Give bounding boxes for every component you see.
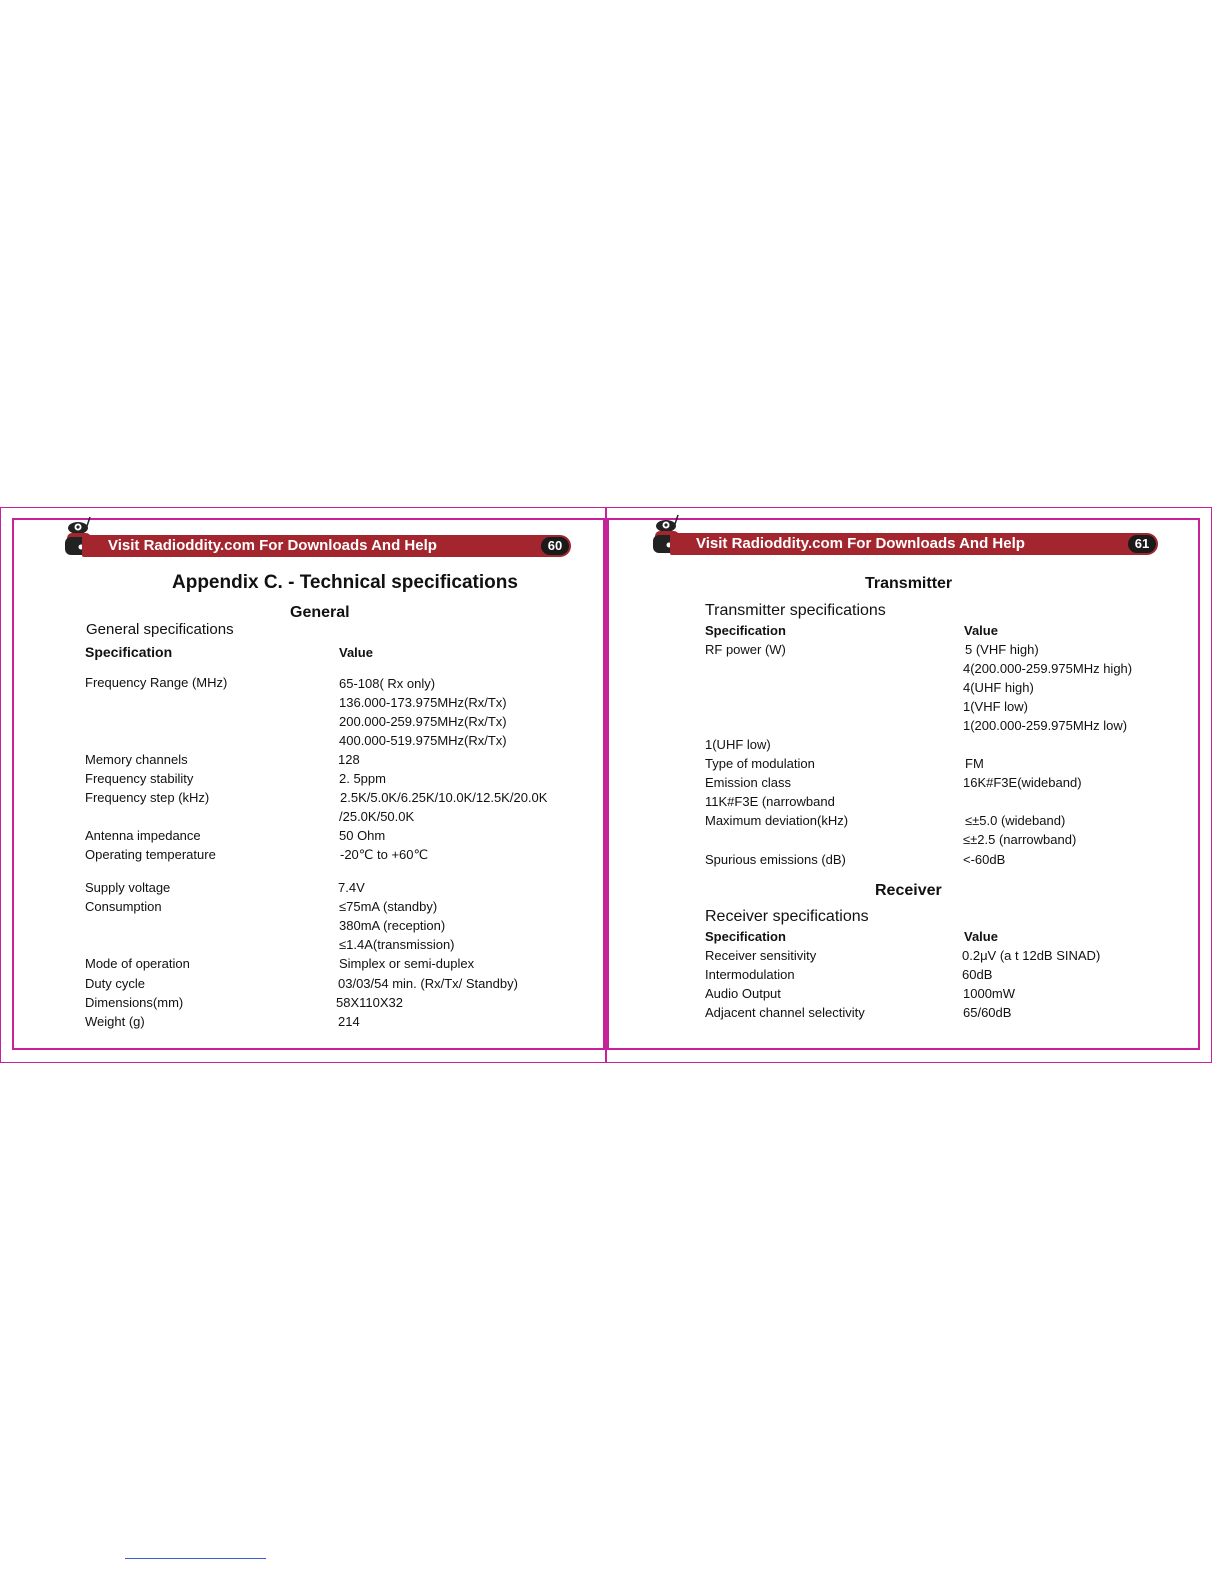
spec-value: <-60dB bbox=[963, 852, 1006, 867]
col-spec-header: Specification bbox=[85, 644, 173, 660]
spec-label: Spurious emissions (dB) bbox=[705, 852, 846, 867]
spec-label: Supply voltage bbox=[85, 880, 171, 895]
transmitter-specifications-heading: Transmitter specifications bbox=[705, 602, 886, 619]
spec-value: 50 Ohm bbox=[339, 828, 386, 843]
spec-value: Simplex or semi-duplex bbox=[339, 956, 475, 971]
banner-text: Visit Radioddity.com For Downloads And Help bbox=[670, 533, 1158, 555]
spec-value: -20℃ to +60℃ bbox=[340, 847, 429, 862]
spec-label: Adjacent channel selectivity bbox=[705, 1005, 865, 1020]
page-divider bbox=[605, 507, 607, 1063]
page-number: 60 bbox=[541, 537, 569, 555]
section-general: General bbox=[290, 604, 350, 621]
col-value-header: Value bbox=[339, 645, 373, 660]
spec-label: Frequency stability bbox=[85, 771, 194, 786]
spec-value: 5 (VHF high) bbox=[965, 642, 1039, 657]
spec-label: Dimensions(mm) bbox=[85, 995, 184, 1010]
spec-value: ≤75mA (standby) bbox=[339, 899, 438, 914]
spec-value: 4(UHF high) bbox=[963, 680, 1034, 695]
spec-value: 2. 5ppm bbox=[339, 771, 386, 786]
spec-label: Frequency Range (MHz) bbox=[85, 675, 228, 690]
spec-value: 58X110X32 bbox=[336, 995, 403, 1010]
spec-label: Memory channels bbox=[85, 752, 188, 767]
spec-value: 7.4V bbox=[338, 880, 365, 895]
receiver-specifications-heading: Receiver specifications bbox=[705, 908, 869, 925]
spec-label: Mode of operation bbox=[85, 956, 190, 971]
spec-value: 200.000-259.975MHz(Rx/Tx) bbox=[339, 714, 507, 729]
spec-label: Intermodulation bbox=[705, 967, 795, 982]
spec-label: Operating temperature bbox=[85, 847, 216, 862]
spec-label: Consumption bbox=[85, 899, 162, 914]
spec-value: 0.2μV (a t 12dB SINAD) bbox=[962, 948, 1101, 963]
spec-value: ≤±5.0 (wideband) bbox=[965, 813, 1066, 828]
spec-value: 1000mW bbox=[963, 986, 1016, 1001]
col-spec-header: Specification bbox=[705, 623, 786, 638]
spec-label: Emission class bbox=[705, 775, 791, 790]
col-value-header: Value bbox=[964, 929, 998, 944]
spec-value: 128 bbox=[338, 752, 360, 767]
spec-value: /25.0K/50.0K bbox=[339, 809, 415, 824]
appendix-title: Appendix C. - Technical specifications bbox=[172, 572, 518, 593]
spec-value: ≤±2.5 (narrowband) bbox=[963, 832, 1077, 847]
spec-label: Maximum deviation(kHz) bbox=[705, 813, 849, 828]
spec-value: 16K#F3E(wideband) bbox=[963, 775, 1082, 790]
spec-value: 214 bbox=[338, 1014, 360, 1029]
spec-label: Duty cycle bbox=[85, 976, 145, 991]
link-underline bbox=[125, 1558, 266, 1559]
spec-value: 2.5K/5.0K/6.25K/10.0K/12.5K/20.0K bbox=[340, 790, 548, 805]
spec-value: FM bbox=[965, 756, 984, 771]
spec-label: Audio Output bbox=[705, 986, 781, 1001]
section-transmitter: Transmitter bbox=[865, 575, 953, 592]
spec-value: 1(VHF low) bbox=[963, 699, 1029, 714]
spec-value: 4(200.000-259.975MHz high) bbox=[963, 661, 1133, 676]
col-value-header: Value bbox=[964, 623, 998, 638]
spec-label: RF power (W) bbox=[705, 642, 786, 657]
spec-value: 1(200.000-259.975MHz low) bbox=[963, 718, 1128, 733]
spec-value: 1(UHF low) bbox=[705, 737, 771, 752]
spec-value: 380mA (reception) bbox=[339, 918, 446, 933]
spec-label: Type of modulation bbox=[705, 756, 815, 771]
spec-label: Receiver sensitivity bbox=[705, 948, 817, 963]
spec-label: Frequency step (kHz) bbox=[85, 790, 210, 805]
left-banner bbox=[68, 535, 571, 557]
spec-label: Weight (g) bbox=[85, 1014, 145, 1029]
page-number: 61 bbox=[1128, 535, 1156, 553]
section-receiver: Receiver bbox=[875, 882, 942, 899]
spec-value: 400.000-519.975MHz(Rx/Tx) bbox=[339, 733, 507, 748]
general-specifications-heading: General specifications bbox=[86, 621, 234, 638]
spec-label: Antenna impedance bbox=[85, 828, 201, 843]
spec-value: 03/03/54 min. (Rx/Tx/ Standby) bbox=[338, 976, 518, 991]
spec-value: 65-108( Rx only) bbox=[339, 676, 436, 691]
banner-text: Visit Radioddity.com For Downloads And Help bbox=[82, 535, 571, 557]
col-spec-header: Specification bbox=[705, 929, 786, 944]
spec-value: 136.000-173.975MHz(Rx/Tx) bbox=[339, 695, 507, 710]
spec-value: 60dB bbox=[962, 967, 993, 982]
spec-value: 65/60dB bbox=[963, 1005, 1012, 1020]
right-banner bbox=[656, 533, 1158, 555]
right-page-frame bbox=[607, 518, 1200, 1050]
spec-value: 11K#F3E (narrowband bbox=[705, 794, 835, 809]
spec-value: ≤1.4A(transmission) bbox=[339, 937, 455, 952]
